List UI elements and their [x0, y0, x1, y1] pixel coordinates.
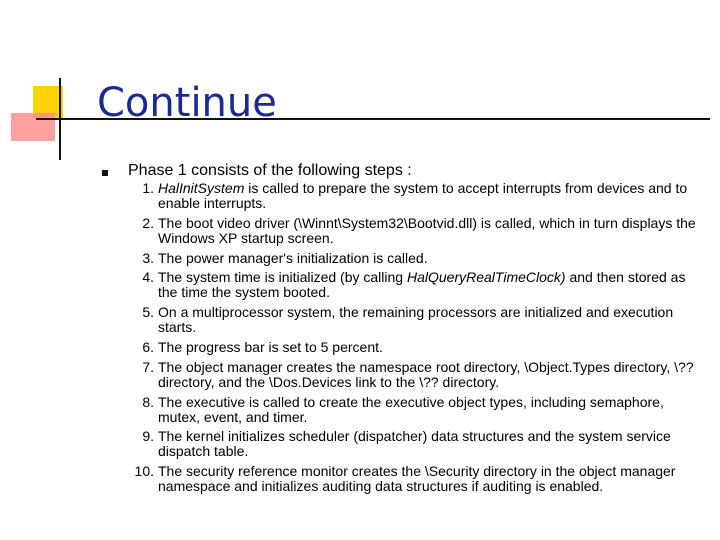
step-text: The executive is called to create the executive object types, including semaphore, mutex, event, and timer. — [158, 393, 664, 425]
step-number: 5. — [142, 304, 154, 321]
intro-text: Phase 1 consists of the following steps : — [128, 162, 412, 179]
slide-title: Continue — [97, 80, 277, 126]
step-item — [128, 429, 698, 459]
step-number: 10. — [134, 463, 154, 480]
step-item — [128, 270, 698, 300]
steps-list — [128, 181, 698, 499]
step-text: The kernel initializes scheduler (dispatcher) data structures and the system service dispatch table. — [158, 428, 671, 460]
square-bullet-icon — [102, 170, 108, 176]
step-item — [128, 360, 698, 390]
step-number: 1. — [142, 180, 154, 196]
step-item — [128, 464, 698, 494]
step-number: 3. — [142, 249, 154, 266]
step-item — [128, 216, 698, 246]
step-item — [128, 395, 698, 425]
step-text: HalInitSystem is called to prepare the system to accept interrupts from devices and to enable interrupts. — [158, 180, 688, 211]
step-number: 7. — [142, 358, 154, 375]
step-text: On a multiprocessor system, the remaining processors are initialized and execution starts. — [158, 304, 674, 336]
step-item — [128, 181, 698, 211]
step-number: 8. — [142, 393, 154, 410]
step-text: The boot video driver (\Winnt\System32\Bootvid.dll) is called, which in turn displays the Windows XP startup screen. — [158, 214, 696, 246]
step-number: 9. — [142, 428, 154, 445]
step-text: The security reference monitor creates the \Security directory in the object manager namespace and initializes auditing data structures if auditing is enabled. — [158, 463, 676, 495]
step-text: The progress bar is set to 5 percent. — [158, 338, 383, 355]
step-item — [128, 251, 698, 266]
step-text: The power manager's initialization is called. — [158, 249, 428, 266]
step-text: The system time is initialized (by calling HalQueryRealTimeClock) and then stored as the time the system booted. — [158, 269, 686, 301]
step-number: 2. — [142, 214, 154, 231]
step-number: 4. — [142, 269, 154, 286]
step-number: 6. — [142, 338, 154, 355]
step-text: The object manager creates the namespace root directory, \Object.Types directory, \?? directory, and the \Dos.Devices link to the \?? directory. — [158, 358, 694, 390]
step-item — [128, 340, 698, 355]
step-item — [128, 305, 698, 335]
